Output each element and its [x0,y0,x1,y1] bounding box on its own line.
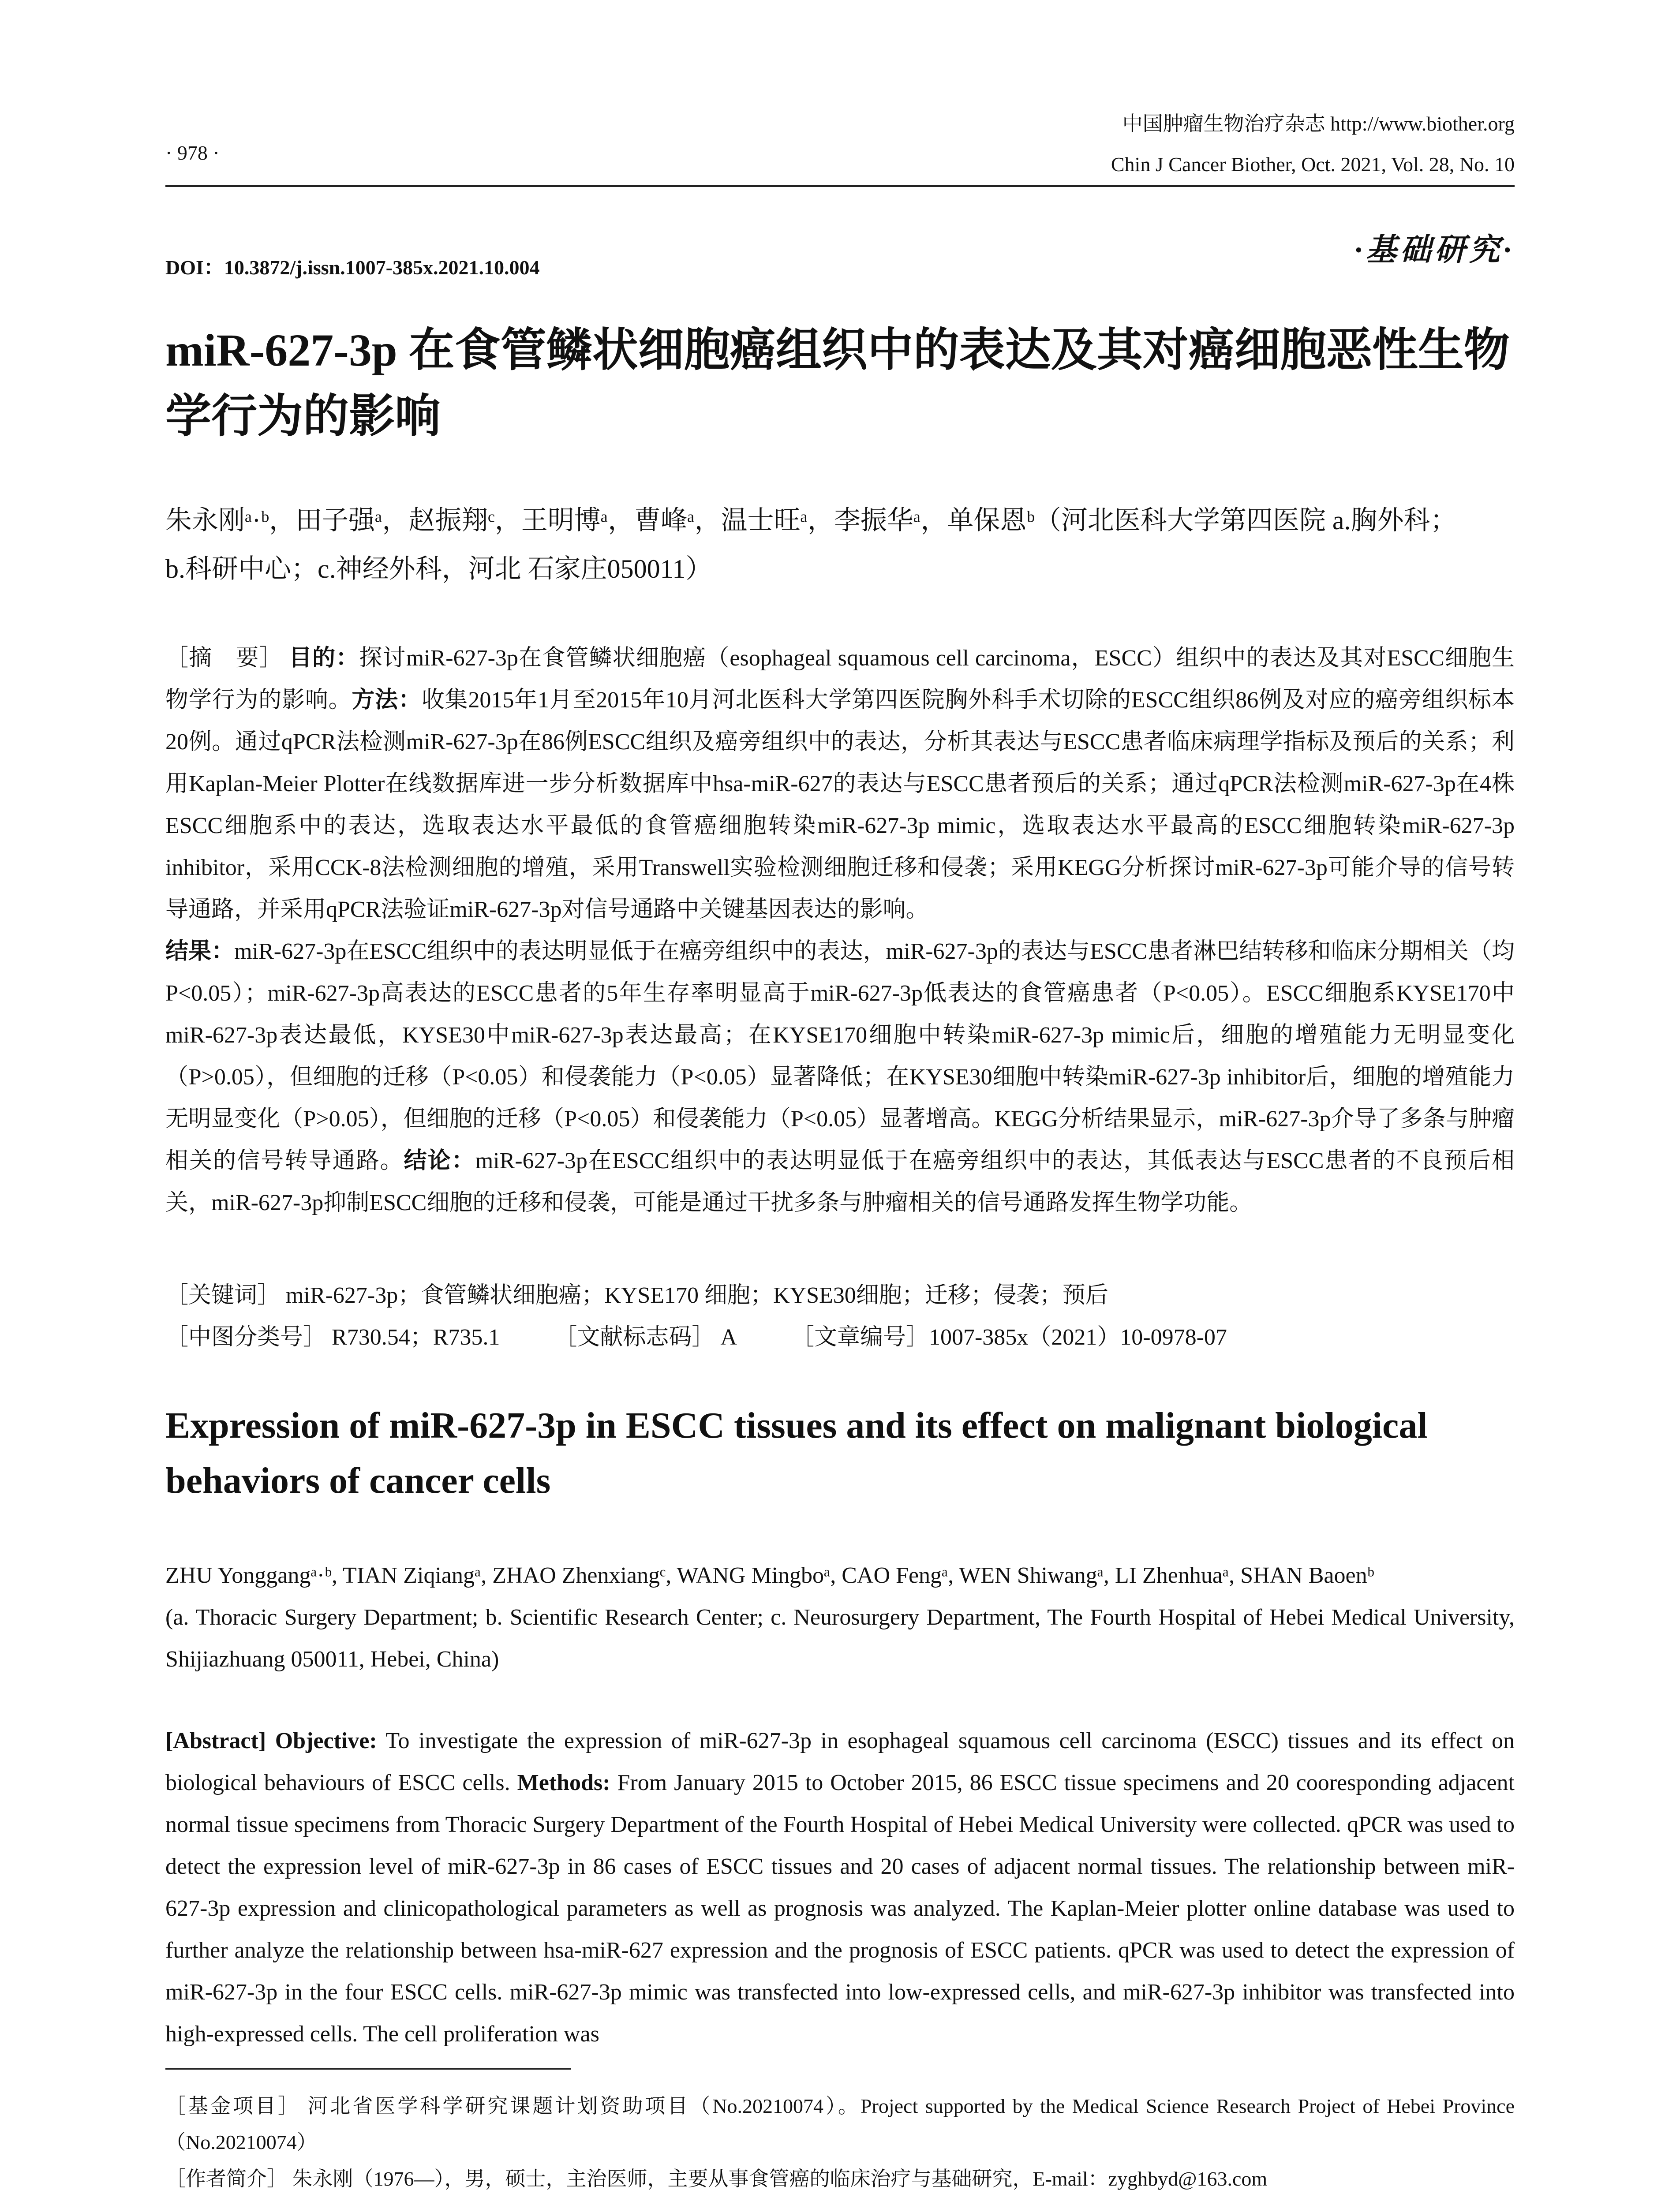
authors-en-affiliation: (a. Thoracic Surgery Department; b. Scientific Research Center; c. Neurosurgery Department, The Fourth Hospital of Hebei Medical University, Shijiazhuang 050011, Hebei, China) [165,1605,1515,1672]
journal-cn-url: 中国肿瘤生物治疗杂志 http://www.biother.org [1122,112,1515,135]
title-en: Expression of miR-627-3p in ESCC tissues and its effect on malignant biological behaviors of cancer cells [165,1405,1428,1501]
objective-label-en: Objective: [275,1728,377,1753]
conclusion-cn: miR-627-3p在ESCC组织中的表达明显低于在癌旁组织中的表达，其低表达与ESCC患者的不良预后相关，miR-627-3p抑制ESCC细胞的迁移和侵袭，可能是通过干扰多条与肿瘤相关的信号通路发挥生物学功能。 [165,1148,1515,1215]
abstract-en-label: [Abstract] [165,1728,266,1753]
fund-text: 河北省医学科学研究课题计划资助项目（No.20210074）。Project supported by the Medical Science Research Project of Hebei Province（No.20210074） [165,2095,1515,2153]
abstract-cn [165,637,1515,1224]
journal-en-citation: Chin J Cancer Biother, Oct. 2021, Vol. 28, No. 10 [1111,153,1515,176]
conclusion-label-cn: 结论： [404,1148,475,1174]
methods-en: From January 2015 to October 2015, 86 ESCC tissue specimens and 20 cooresponding adjacent normal tissue specimens from Thoracic Surgery Department of the Fourth Hospital of Hebei Medical University were collected. qPCR was used to detect the expression level of miR-627-3p in 86 cases of ESCC tissues and 20 cases of adjacent normal tissues. The relationship between miR-627-3p expression and clinicopathological parameters as well as prognosis was analyzed. The Kaplan-Meier plotter online database was used to further analyze the relationship between hsa-miR-627 expression and the prognosis of ESCC patients. qPCR was used to detect the expression of miR-627-3p in the four ESCC cells. miR-627-3p mimic was transfected into low-expressed cells, and miR-627-3p inhibitor was transfected into high-expressed cells. The cell proliferation was [165,1770,1515,2047]
keywords-text: miR-627-3p；食管鳞状细胞癌；KYSE170 细胞；KYSE30细胞；迁移；侵袭；预后 [286,1283,1108,1308]
clc-label: ［中图分类号］ [165,1325,326,1350]
author-bio-label: ［作者简介］ [165,2168,287,2190]
article-number-label: ［文章编号］ [791,1325,929,1350]
authors-cn [165,496,1515,593]
page-number: · 978 · [165,142,220,164]
abstract-cn-label: ［摘 要］ [165,646,283,671]
objective-label-cn: 目的： [288,646,359,671]
footnote-corresponding [165,2198,1515,2205]
clc-value: R730.54；R735.1 [332,1325,500,1350]
fund-label: ［基金项目］ [165,2095,300,2117]
methods-label-cn: 方法： [352,688,422,713]
doi: DOI：10.3872/j.issn.1007-385x.2021.10.004 [165,256,540,279]
author-bio-text: 朱永刚（1976—），男，硕士，主治医师，主要从事食管癌的临床治疗与基础研究，E-mail：zyghbyd@163.com [292,2168,1268,2190]
title-cn: miR-627-3p 在食管鳞状细胞癌组织中的表达及其对癌细胞恶性生物学行为的影响 [165,325,1510,442]
results-label-cn: 结果： [165,939,235,964]
doc-code-label: ［文献标志码］ [554,1325,715,1350]
authors-cn-line2: b.科研中心；c.神经外科，河北 石家庄050011） [165,554,712,583]
doc-code-value: A [720,1325,737,1350]
keywords-label: ［关键词］ [165,1283,281,1308]
authors-cn-line1: 朱永刚ᵃ·ᵇ，田子强ᵃ，赵振翔ᶜ，王明博ᵃ，曹峰ᵃ，温士旺ᵃ，李振华ᵃ，单保恩ᵇ（河北医科大学第四医院 a.胸外科； [165,506,1457,535]
journal-header [1111,104,1515,185]
results-cn: miR-627-3p在ESCC组织中的表达明显低于在癌旁组织中的表达，miR-627-3p的表达与ESCC患者淋巴结转移和临床分期相关（均P<0.05）；miR-627-3p高表达的ESCC患者的5年生存率明显高于miR-627-3p低表达的食管癌患者（P<0.05）。ESCC细胞系KYSE170中miR-627-3p表达最低，KYSE30中miR-627-3p表达最高；在KYSE170细胞中转染miR-627-3p mimic后，细胞的增殖能力无明显变化（P>0.05），但细胞的迁移（P<0.05）和侵袭能力（P<0.05）显著降低；在KYSE30细胞中转染miR-627-3p inhibitor后，细胞的增殖能力无明显变化（P>0.05），但细胞的迁移（P<0.05）和侵袭能力（P<0.05）显著增高。KEGG分析结果显示，miR-627-3p介导了多条与肿瘤相关的信号转导通路。 [165,939,1515,1174]
authors-en-names: ZHU Yonggangᵃ·ᵇ, TIAN Ziqiangᵃ, ZHAO Zhenxiangᶜ, WANG Mingboᵃ, CAO Fengᵃ, WEN Shiwangᵃ, LI Zhenhuaᵃ, SHAN Baoenᵇ [165,1563,1374,1588]
section-label: ·基础研究· [1354,233,1515,267]
objective-en: To investigate the expression of miR-627-3p in esophageal squamous cell carcinoma (ESCC) tissues and its effect on biological behaviours of ESCC cells. [165,1728,1515,1795]
article-number-value: 1007-385x（2021）10-0978-07 [928,1325,1227,1350]
classification-line [165,1316,1515,1358]
keywords [165,1274,1515,1316]
methods-cn: 收集2015年1月至2015年10月河北医科大学第四医院胸外科手术切除的ESCC组织86例及对应的癌旁组织标本20例。通过qPCR法检测miR-627-3p在86例ESCC组织及癌旁组织中的表达，分析其表达与ESCC患者临床病理学指标及预后的关系；利用Kaplan-Meier Plotter在线数据库进一步分析数据库中hsa-miR-627的表达与ESCC患者预后的关系；通过qPCR法检测miR-627-3p在4株ESCC细胞系中的表达，选取表达水平最低的食管癌细胞转染miR-627-3p mimic，选取表达水平最高的ESCC细胞转染miR-627-3p inhibitor，采用CCK-8法检测细胞的增殖，采用Transwell实验检测细胞迁移和侵袭；采用KEGG分析探讨miR-627-3p可能介导的信号转导通路，并采用qPCR法验证miR-627-3p对信号通路中关键基因表达的影响。 [165,688,1515,922]
abstract-en [165,1720,1515,2055]
methods-label-en: Methods: [517,1770,610,1795]
authors-en [165,1555,1515,1680]
footnote-rule [165,2068,571,2070]
footnote-fund [165,2088,1515,2160]
header-rule [165,185,1515,187]
objective-cn: 探讨miR-627-3p在食管鳞状细胞癌（esophageal squamous cell carcinoma，ESCC）组织中的表达及其对ESCC细胞生物学行为的影响。 [165,646,1515,713]
footnote-author [165,2161,1515,2197]
